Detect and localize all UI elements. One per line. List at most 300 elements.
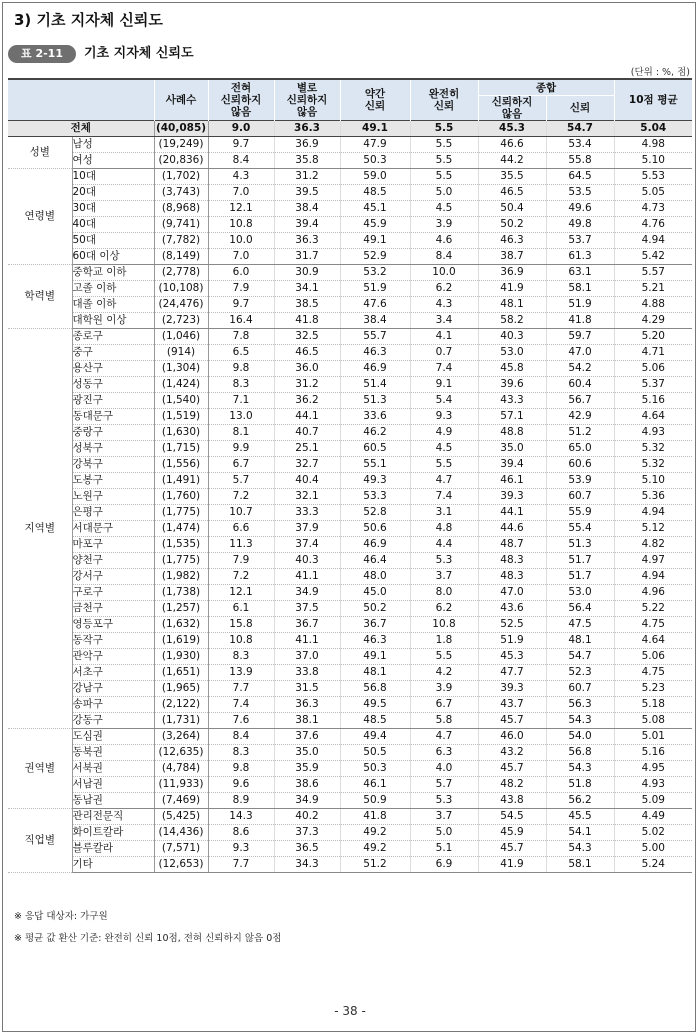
value-cell: 46.6 bbox=[478, 137, 546, 153]
value-cell: 36.3 bbox=[274, 233, 340, 249]
value-cell: 31.5 bbox=[274, 681, 340, 697]
value-cell: 5.5 bbox=[410, 457, 478, 473]
value-cell: 50.3 bbox=[340, 153, 410, 169]
value-cell: 58.2 bbox=[478, 313, 546, 329]
group-label: 성별 bbox=[8, 137, 72, 169]
value-cell: 55.4 bbox=[546, 521, 614, 537]
value-cell: 39.3 bbox=[478, 489, 546, 505]
value-cell: 44.1 bbox=[274, 409, 340, 425]
row-label: 영등포구 bbox=[72, 617, 154, 633]
value-cell: 38.5 bbox=[274, 297, 340, 313]
table-row bbox=[8, 393, 692, 409]
table-row bbox=[8, 329, 692, 345]
row-label: 구로구 bbox=[72, 585, 154, 601]
value-cell: 11.3 bbox=[208, 537, 274, 553]
value-cell: 40.4 bbox=[274, 473, 340, 489]
value-cell: 5.08 bbox=[614, 713, 692, 729]
header-sample: 사례수 bbox=[154, 79, 208, 121]
value-cell: 35.9 bbox=[274, 761, 340, 777]
value-cell: 39.4 bbox=[478, 457, 546, 473]
value-cell: 31.2 bbox=[274, 377, 340, 393]
value-cell: 5.00 bbox=[614, 841, 692, 857]
header-avg10: 10점 평균 bbox=[614, 79, 692, 121]
value-cell: 53.0 bbox=[478, 345, 546, 361]
sample-size: (1,304) bbox=[154, 361, 208, 377]
table-row bbox=[8, 857, 692, 873]
value-cell: 5.57 bbox=[614, 265, 692, 281]
value-cell: 53.4 bbox=[546, 137, 614, 153]
value-cell: 7.6 bbox=[208, 713, 274, 729]
value-cell: 4.1 bbox=[410, 329, 478, 345]
value-cell: 54.7 bbox=[546, 649, 614, 665]
value-cell: 9.8 bbox=[208, 761, 274, 777]
value-cell: 41.8 bbox=[274, 313, 340, 329]
value-cell: 4.29 bbox=[614, 313, 692, 329]
value-cell: 3.1 bbox=[410, 505, 478, 521]
value-cell: 4.94 bbox=[614, 233, 692, 249]
value-cell: 51.9 bbox=[478, 633, 546, 649]
value-cell: 53.2 bbox=[340, 265, 410, 281]
row-label: 양천구 bbox=[72, 553, 154, 569]
value-cell: 3.7 bbox=[410, 809, 478, 825]
value-cell: 36.9 bbox=[478, 265, 546, 281]
value-cell: 55.7 bbox=[340, 329, 410, 345]
value-cell: 48.1 bbox=[340, 665, 410, 681]
sample-size: (3,743) bbox=[154, 185, 208, 201]
value-cell: 5.01 bbox=[614, 729, 692, 745]
section-title: 3) 기초 지자체 신뢰도 bbox=[14, 11, 163, 29]
value-cell: 52.8 bbox=[340, 505, 410, 521]
sample-size: (9,741) bbox=[154, 217, 208, 233]
value-cell: 9.6 bbox=[208, 777, 274, 793]
value-cell: 3.9 bbox=[410, 681, 478, 697]
row-label: 서초구 bbox=[72, 665, 154, 681]
sample-size: (3,264) bbox=[154, 729, 208, 745]
table-row bbox=[8, 137, 692, 153]
value-cell: 5.06 bbox=[614, 361, 692, 377]
value-cell: 5.8 bbox=[410, 713, 478, 729]
sample-size: (1,424) bbox=[154, 377, 208, 393]
value-cell: 43.7 bbox=[478, 697, 546, 713]
value-cell: 48.1 bbox=[546, 633, 614, 649]
sample-size: (1,702) bbox=[154, 169, 208, 185]
value-cell: 5.42 bbox=[614, 249, 692, 265]
value-cell: 10.0 bbox=[208, 233, 274, 249]
table-row bbox=[8, 617, 692, 633]
sample-size: (1,651) bbox=[154, 665, 208, 681]
value-cell: 9.9 bbox=[208, 441, 274, 457]
table-row bbox=[8, 201, 692, 217]
header-fully: 완전히 신뢰 bbox=[410, 79, 478, 121]
sample-size: (14,436) bbox=[154, 825, 208, 841]
value-cell: 44.6 bbox=[478, 521, 546, 537]
value-cell: 3.7 bbox=[410, 569, 478, 585]
value-cell: 5.0 bbox=[410, 825, 478, 841]
sample-size: (1,046) bbox=[154, 329, 208, 345]
value-cell: 36.3 bbox=[274, 697, 340, 713]
value-cell: 49.1 bbox=[340, 233, 410, 249]
note-respondents: ※ 응답 대상자: 가구원 bbox=[14, 911, 108, 922]
value-cell: 9.3 bbox=[208, 841, 274, 857]
value-cell: 49.1 bbox=[340, 121, 410, 137]
value-cell: 9.3 bbox=[410, 409, 478, 425]
value-cell: 4.9 bbox=[410, 425, 478, 441]
value-cell: 32.7 bbox=[274, 457, 340, 473]
row-label: 대학원 이상 bbox=[72, 313, 154, 329]
table-row bbox=[8, 521, 692, 537]
sample-size: (1,630) bbox=[154, 425, 208, 441]
value-cell: 9.1 bbox=[410, 377, 478, 393]
value-cell: 60.5 bbox=[340, 441, 410, 457]
value-cell: 13.0 bbox=[208, 409, 274, 425]
sample-size: (8,968) bbox=[154, 201, 208, 217]
table-row bbox=[8, 649, 692, 665]
value-cell: 37.9 bbox=[274, 521, 340, 537]
value-cell: 51.2 bbox=[340, 857, 410, 873]
value-cell: 58.1 bbox=[546, 281, 614, 297]
value-cell: 6.1 bbox=[208, 601, 274, 617]
row-label: 강서구 bbox=[72, 569, 154, 585]
value-cell: 10.8 bbox=[410, 617, 478, 633]
row-label: 50대 bbox=[72, 233, 154, 249]
value-cell: 4.88 bbox=[614, 297, 692, 313]
value-cell: 5.7 bbox=[410, 777, 478, 793]
value-cell: 45.7 bbox=[478, 713, 546, 729]
group-label: 직업별 bbox=[8, 809, 72, 873]
value-cell: 46.9 bbox=[340, 537, 410, 553]
value-cell: 46.3 bbox=[340, 345, 410, 361]
value-cell: 40.2 bbox=[274, 809, 340, 825]
value-cell: 6.7 bbox=[208, 457, 274, 473]
value-cell: 5.05 bbox=[614, 185, 692, 201]
value-cell: 6.6 bbox=[208, 521, 274, 537]
value-cell: 4.64 bbox=[614, 633, 692, 649]
row-label: 금천구 bbox=[72, 601, 154, 617]
value-cell: 54.1 bbox=[546, 825, 614, 841]
value-cell: 4.7 bbox=[410, 473, 478, 489]
row-label: 은평구 bbox=[72, 505, 154, 521]
row-label: 동대문구 bbox=[72, 409, 154, 425]
value-cell: 56.8 bbox=[546, 745, 614, 761]
table-body bbox=[8, 121, 692, 873]
value-cell: 50.6 bbox=[340, 521, 410, 537]
value-cell: 35.0 bbox=[274, 745, 340, 761]
sample-size: (1,619) bbox=[154, 633, 208, 649]
sample-size: (1,257) bbox=[154, 601, 208, 617]
value-cell: 60.4 bbox=[546, 377, 614, 393]
sample-size: (1,474) bbox=[154, 521, 208, 537]
table-row bbox=[8, 153, 692, 169]
value-cell: 60.6 bbox=[546, 457, 614, 473]
table-number-badge: 표 2-11 bbox=[8, 45, 76, 63]
value-cell: 5.23 bbox=[614, 681, 692, 697]
value-cell: 5.06 bbox=[614, 649, 692, 665]
sample-size: (1,535) bbox=[154, 537, 208, 553]
sample-size: (1,715) bbox=[154, 441, 208, 457]
value-cell: 7.0 bbox=[208, 249, 274, 265]
row-label: 노원구 bbox=[72, 489, 154, 505]
header-not-at-all: 전혀 신뢰하지 않음 bbox=[208, 79, 274, 121]
row-label: 중구 bbox=[72, 345, 154, 361]
row-label: 성동구 bbox=[72, 377, 154, 393]
value-cell: 31.2 bbox=[274, 169, 340, 185]
table-row bbox=[8, 745, 692, 761]
value-cell: 7.1 bbox=[208, 393, 274, 409]
value-cell: 4.75 bbox=[614, 617, 692, 633]
value-cell: 64.5 bbox=[546, 169, 614, 185]
value-cell: 51.3 bbox=[546, 537, 614, 553]
value-cell: 49.4 bbox=[340, 729, 410, 745]
value-cell: 45.9 bbox=[340, 217, 410, 233]
value-cell: 9.7 bbox=[208, 297, 274, 313]
header-not-very: 별로 신뢰하지 않음 bbox=[274, 79, 340, 121]
row-label: 블루칼라 bbox=[72, 841, 154, 857]
value-cell: 5.5 bbox=[410, 169, 478, 185]
value-cell: 54.3 bbox=[546, 841, 614, 857]
row-label: 관리전문직 bbox=[72, 809, 154, 825]
value-cell: 60.7 bbox=[546, 681, 614, 697]
value-cell: 46.3 bbox=[478, 233, 546, 249]
value-cell: 49.2 bbox=[340, 841, 410, 857]
page-number: - 38 - bbox=[334, 1004, 366, 1018]
sample-size: (7,782) bbox=[154, 233, 208, 249]
row-label: 서대문구 bbox=[72, 521, 154, 537]
value-cell: 45.7 bbox=[478, 761, 546, 777]
value-cell: 5.18 bbox=[614, 697, 692, 713]
table-row bbox=[8, 345, 692, 361]
value-cell: 8.3 bbox=[208, 649, 274, 665]
row-label: 화이트칼라 bbox=[72, 825, 154, 841]
table-row bbox=[8, 233, 692, 249]
row-label: 20대 bbox=[72, 185, 154, 201]
table-row bbox=[8, 505, 692, 521]
value-cell: 53.5 bbox=[546, 185, 614, 201]
value-cell: 46.2 bbox=[340, 425, 410, 441]
value-cell: 5.20 bbox=[614, 329, 692, 345]
value-cell: 51.7 bbox=[546, 553, 614, 569]
sample-size: (12,635) bbox=[154, 745, 208, 761]
value-cell: 50.3 bbox=[340, 761, 410, 777]
value-cell: 40.3 bbox=[274, 553, 340, 569]
value-cell: 4.76 bbox=[614, 217, 692, 233]
value-cell: 8.4 bbox=[208, 153, 274, 169]
unit-label: (단위 : %, 점) bbox=[630, 67, 690, 78]
value-cell: 51.8 bbox=[546, 777, 614, 793]
value-cell: 56.8 bbox=[340, 681, 410, 697]
value-cell: 40.7 bbox=[274, 425, 340, 441]
sample-size: (1,775) bbox=[154, 553, 208, 569]
value-cell: 46.4 bbox=[340, 553, 410, 569]
value-cell: 54.5 bbox=[478, 809, 546, 825]
value-cell: 8.9 bbox=[208, 793, 274, 809]
row-label: 광진구 bbox=[72, 393, 154, 409]
value-cell: 32.1 bbox=[274, 489, 340, 505]
value-cell: 4.82 bbox=[614, 537, 692, 553]
value-cell: 48.8 bbox=[478, 425, 546, 441]
table-row bbox=[8, 441, 692, 457]
table-row-total bbox=[8, 121, 692, 137]
value-cell: 50.2 bbox=[478, 217, 546, 233]
sample-size: (2,723) bbox=[154, 313, 208, 329]
value-cell: 43.2 bbox=[478, 745, 546, 761]
value-cell: 5.36 bbox=[614, 489, 692, 505]
value-cell: 5.0 bbox=[410, 185, 478, 201]
value-cell: 47.6 bbox=[340, 297, 410, 313]
value-cell: 54.2 bbox=[546, 361, 614, 377]
value-cell: 7.8 bbox=[208, 329, 274, 345]
value-cell: 8.0 bbox=[410, 585, 478, 601]
value-cell: 9.7 bbox=[208, 137, 274, 153]
sample-size: (1,632) bbox=[154, 617, 208, 633]
table-row bbox=[8, 361, 692, 377]
value-cell: 49.2 bbox=[340, 825, 410, 841]
table-row bbox=[8, 489, 692, 505]
value-cell: 43.8 bbox=[478, 793, 546, 809]
value-cell: 7.4 bbox=[410, 361, 478, 377]
value-cell: 9.0 bbox=[208, 121, 274, 137]
value-cell: 45.9 bbox=[478, 825, 546, 841]
value-cell: 49.1 bbox=[340, 649, 410, 665]
value-cell: 4.96 bbox=[614, 585, 692, 601]
value-cell: 33.3 bbox=[274, 505, 340, 521]
sample-size: (20,836) bbox=[154, 153, 208, 169]
value-cell: 31.7 bbox=[274, 249, 340, 265]
value-cell: 4.73 bbox=[614, 201, 692, 217]
row-label: 남성 bbox=[72, 137, 154, 153]
value-cell: 5.21 bbox=[614, 281, 692, 297]
value-cell: 5.5 bbox=[410, 649, 478, 665]
table-row bbox=[8, 777, 692, 793]
value-cell: 37.0 bbox=[274, 649, 340, 665]
value-cell: 55.9 bbox=[546, 505, 614, 521]
value-cell: 51.9 bbox=[546, 297, 614, 313]
value-cell: 50.2 bbox=[340, 601, 410, 617]
value-cell: 49.5 bbox=[340, 697, 410, 713]
value-cell: 25.1 bbox=[274, 441, 340, 457]
sample-size: (12,653) bbox=[154, 857, 208, 873]
table-row bbox=[8, 825, 692, 841]
value-cell: 7.9 bbox=[208, 553, 274, 569]
value-cell: 47.5 bbox=[546, 617, 614, 633]
row-label: 전체 bbox=[8, 121, 154, 137]
value-cell: 4.2 bbox=[410, 665, 478, 681]
value-cell: 5.53 bbox=[614, 169, 692, 185]
row-label: 서남권 bbox=[72, 777, 154, 793]
table-row bbox=[8, 569, 692, 585]
row-label: 마포구 bbox=[72, 537, 154, 553]
sample-size: (4,784) bbox=[154, 761, 208, 777]
row-label: 중학교 이하 bbox=[72, 265, 154, 281]
value-cell: 9.8 bbox=[208, 361, 274, 377]
value-cell: 7.7 bbox=[208, 857, 274, 873]
value-cell: 12.1 bbox=[208, 201, 274, 217]
value-cell: 4.6 bbox=[410, 233, 478, 249]
row-label: 용산구 bbox=[72, 361, 154, 377]
value-cell: 12.1 bbox=[208, 585, 274, 601]
value-cell: 49.3 bbox=[340, 473, 410, 489]
value-cell: 39.6 bbox=[478, 377, 546, 393]
value-cell: 4.95 bbox=[614, 761, 692, 777]
value-cell: 10.8 bbox=[208, 217, 274, 233]
value-cell: 35.5 bbox=[478, 169, 546, 185]
row-label: 기타 bbox=[72, 857, 154, 873]
value-cell: 30.9 bbox=[274, 265, 340, 281]
value-cell: 47.9 bbox=[340, 137, 410, 153]
value-cell: 5.37 bbox=[614, 377, 692, 393]
value-cell: 38.6 bbox=[274, 777, 340, 793]
value-cell: 50.5 bbox=[340, 745, 410, 761]
row-label: 도봉구 bbox=[72, 473, 154, 489]
value-cell: 57.1 bbox=[478, 409, 546, 425]
row-label: 고졸 이하 bbox=[72, 281, 154, 297]
sample-size: (1,930) bbox=[154, 649, 208, 665]
sample-size: (24,476) bbox=[154, 297, 208, 313]
value-cell: 52.5 bbox=[478, 617, 546, 633]
value-cell: 4.3 bbox=[208, 169, 274, 185]
value-cell: 4.8 bbox=[410, 521, 478, 537]
value-cell: 48.5 bbox=[340, 713, 410, 729]
value-cell: 58.1 bbox=[546, 857, 614, 873]
value-cell: 7.4 bbox=[208, 697, 274, 713]
value-cell: 7.2 bbox=[208, 569, 274, 585]
value-cell: 37.5 bbox=[274, 601, 340, 617]
header-overall-trust: 신뢰 bbox=[546, 96, 614, 121]
table-row bbox=[8, 681, 692, 697]
row-label: 강동구 bbox=[72, 713, 154, 729]
table-row bbox=[8, 409, 692, 425]
value-cell: 3.9 bbox=[410, 217, 478, 233]
value-cell: 10.0 bbox=[410, 265, 478, 281]
value-cell: 53.3 bbox=[340, 489, 410, 505]
value-cell: 4.75 bbox=[614, 665, 692, 681]
value-cell: 7.0 bbox=[208, 185, 274, 201]
value-cell: 6.9 bbox=[410, 857, 478, 873]
table-row bbox=[8, 793, 692, 809]
value-cell: 45.3 bbox=[478, 649, 546, 665]
value-cell: 5.1 bbox=[410, 841, 478, 857]
row-label: 대졸 이하 bbox=[72, 297, 154, 313]
value-cell: 51.2 bbox=[546, 425, 614, 441]
sample-size: (1,540) bbox=[154, 393, 208, 409]
value-cell: 7.9 bbox=[208, 281, 274, 297]
sample-size: (19,249) bbox=[154, 137, 208, 153]
sample-size: (8,149) bbox=[154, 249, 208, 265]
value-cell: 3.4 bbox=[410, 313, 478, 329]
table-row bbox=[8, 585, 692, 601]
value-cell: 61.3 bbox=[546, 249, 614, 265]
value-cell: 49.8 bbox=[546, 217, 614, 233]
value-cell: 8.4 bbox=[208, 729, 274, 745]
value-cell: 8.1 bbox=[208, 425, 274, 441]
value-cell: 52.3 bbox=[546, 665, 614, 681]
value-cell: 5.12 bbox=[614, 521, 692, 537]
row-label: 여성 bbox=[72, 153, 154, 169]
table-row bbox=[8, 217, 692, 233]
value-cell: 46.1 bbox=[340, 777, 410, 793]
value-cell: 36.7 bbox=[274, 617, 340, 633]
sample-size: (1,519) bbox=[154, 409, 208, 425]
sample-size: (1,982) bbox=[154, 569, 208, 585]
value-cell: 40.3 bbox=[478, 329, 546, 345]
table-row bbox=[8, 473, 692, 489]
value-cell: 4.3 bbox=[410, 297, 478, 313]
value-cell: 4.4 bbox=[410, 537, 478, 553]
value-cell: 34.1 bbox=[274, 281, 340, 297]
value-cell: 6.3 bbox=[410, 745, 478, 761]
table-row bbox=[8, 377, 692, 393]
value-cell: 5.5 bbox=[410, 121, 478, 137]
value-cell: 36.7 bbox=[340, 617, 410, 633]
